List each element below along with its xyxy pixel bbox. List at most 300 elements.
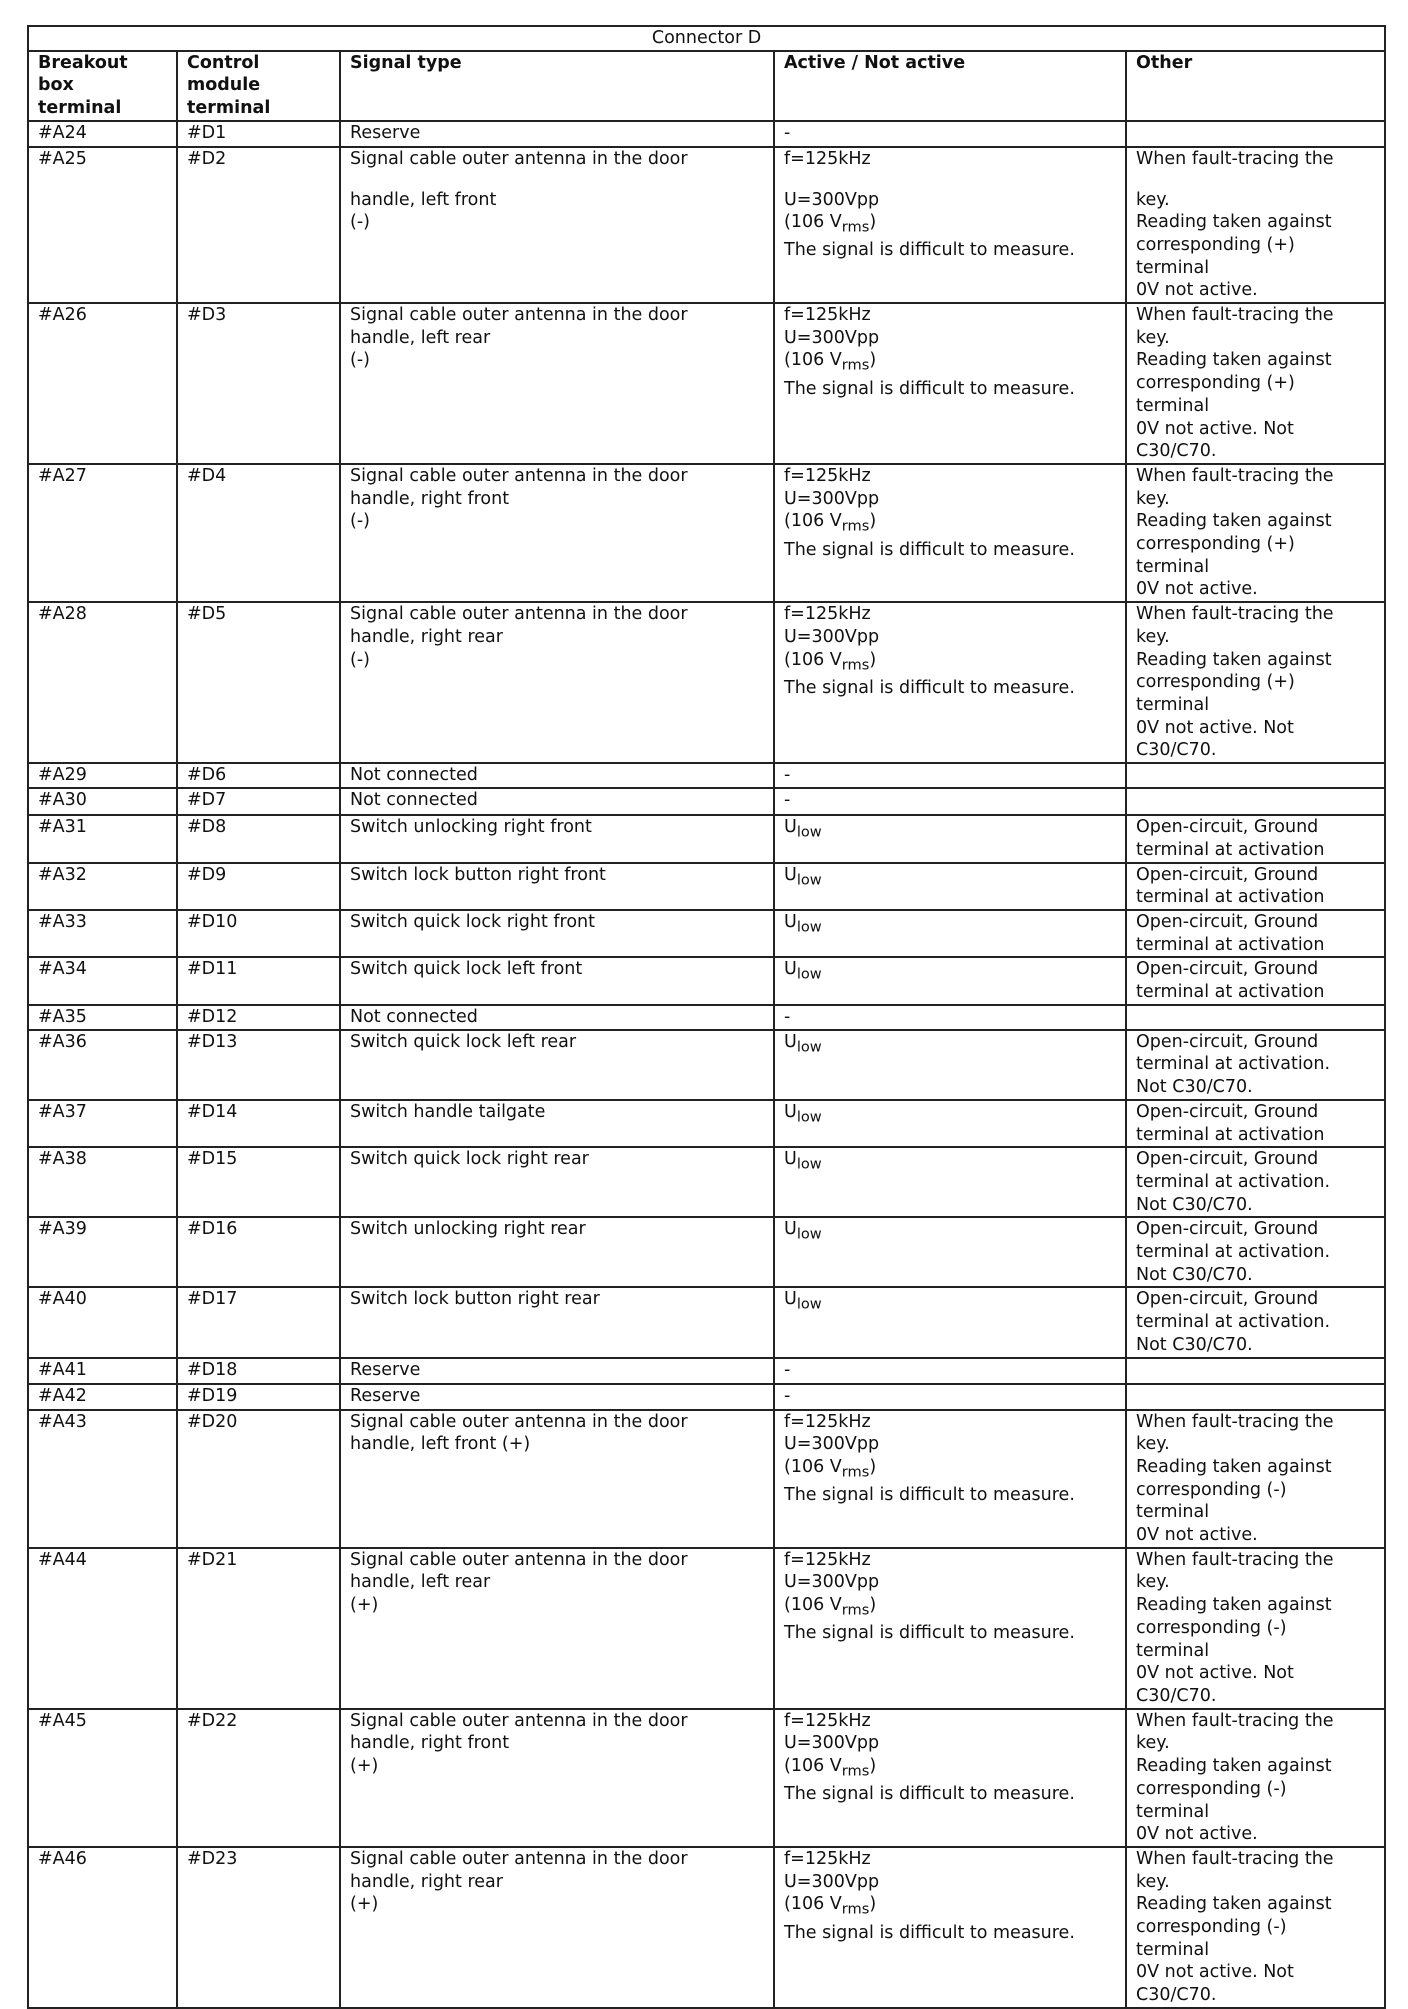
table-row bbox=[28, 147, 1385, 303]
signal-type-cell bbox=[340, 464, 774, 602]
cell-line: (106 $V_{rms}$) bbox=[784, 649, 877, 674]
breakout-terminal-cell bbox=[28, 763, 177, 788]
cell-line: terminal bbox=[1136, 556, 1210, 577]
breakout-terminal-cell bbox=[28, 1030, 177, 1100]
cell-line: $U_{low}$ bbox=[784, 1031, 822, 1056]
control-terminal-cell bbox=[177, 910, 340, 957]
breakout-terminal-cell bbox=[28, 1217, 177, 1287]
cell-line: $U_{low}$ bbox=[784, 864, 822, 888]
table-row bbox=[28, 1147, 1385, 1217]
cell-line: #A44 bbox=[38, 1549, 87, 1570]
cell-line: #D15 bbox=[187, 1149, 238, 1170]
cell-line: terminal bbox=[1136, 1801, 1210, 1822]
header-breakout-box-terminal bbox=[28, 51, 177, 121]
cell-line: Switch quick lock right front bbox=[350, 911, 595, 932]
cell-line: Reading taken against bbox=[1136, 1894, 1332, 1915]
cell-line: Reading taken against bbox=[1136, 350, 1332, 371]
cell-line: #D3 bbox=[187, 305, 227, 326]
active-cell bbox=[774, 957, 1126, 1004]
signal-type-cell bbox=[340, 121, 774, 147]
control-terminal-cell bbox=[177, 303, 340, 464]
cell-line: Switch handle tailgate bbox=[350, 1101, 546, 1122]
cell-line: f=125kHz bbox=[784, 1848, 871, 1869]
cell-line: corresponding (+) bbox=[1136, 534, 1295, 555]
header-active-not-active bbox=[774, 51, 1126, 121]
cell-line: f=125kHz bbox=[784, 148, 871, 169]
active-cell bbox=[774, 1100, 1126, 1147]
cell-line: #A45 bbox=[38, 1710, 87, 1731]
other-cell bbox=[1126, 1147, 1385, 1217]
cell-line: #D21 bbox=[187, 1549, 238, 1570]
cell-line: When fault-tracing the bbox=[1136, 1710, 1334, 1731]
cell-line: $U_{low}$ bbox=[784, 1149, 822, 1173]
cell-line: Signal cable outer antenna in the door bbox=[350, 148, 688, 169]
cell-line: #D11 bbox=[187, 959, 238, 980]
cell-line: #A38 bbox=[38, 1149, 87, 1170]
cell-line: 0V not active. bbox=[1136, 1824, 1258, 1845]
cell-line: $U_{low}$ bbox=[784, 1101, 822, 1126]
breakout-terminal-cell bbox=[28, 957, 177, 1004]
signal-type-cell bbox=[340, 1410, 774, 1548]
cell-line: Reading taken against bbox=[1136, 212, 1332, 233]
cell-line: U=300Vpp bbox=[784, 1572, 880, 1593]
other-cell bbox=[1126, 1287, 1385, 1357]
cell-line: #D10 bbox=[187, 911, 238, 932]
cell-line: U=300Vpp bbox=[784, 327, 880, 348]
table-row bbox=[28, 1548, 1385, 1709]
signal-type-cell bbox=[340, 303, 774, 464]
cell-line: handle, right rear bbox=[350, 626, 503, 647]
breakout-terminal-cell bbox=[28, 602, 177, 763]
signal-type-cell bbox=[340, 957, 774, 1004]
cell-line: The signal is difficult to measure. bbox=[784, 677, 1075, 698]
signal-type-cell bbox=[340, 1030, 774, 1100]
cell-line: (106 $V_{rms}$) bbox=[784, 1756, 877, 1780]
table-row bbox=[28, 1847, 1385, 2008]
cell-line: Not connected bbox=[350, 1006, 478, 1027]
other-cell bbox=[1126, 863, 1385, 910]
cell-line: Signal type bbox=[350, 52, 462, 73]
cell-line: #A24 bbox=[38, 122, 87, 143]
other-cell bbox=[1126, 1005, 1385, 1030]
control-terminal-cell bbox=[177, 1847, 340, 2008]
control-terminal-cell bbox=[177, 815, 340, 862]
cell-line: corresponding (+) bbox=[1136, 234, 1295, 255]
control-terminal-cell bbox=[177, 464, 340, 602]
cell-line: Open-circuit, Ground bbox=[1136, 817, 1319, 838]
cell-line: Signal cable outer antenna in the door bbox=[350, 465, 688, 486]
control-terminal-cell bbox=[177, 121, 340, 147]
control-terminal-cell bbox=[177, 1287, 340, 1357]
active-cell bbox=[774, 863, 1126, 910]
breakout-terminal-cell bbox=[28, 1548, 177, 1709]
cell-line: #D1 bbox=[187, 122, 227, 143]
cell-line: (-) bbox=[350, 212, 370, 233]
cell-line: Switch lock button right front bbox=[350, 864, 606, 885]
cell-line: - bbox=[784, 1006, 791, 1027]
cell-line: #A42 bbox=[38, 1385, 87, 1406]
cell-line: Breakout bbox=[38, 52, 128, 73]
cell-line: #A40 bbox=[38, 1289, 87, 1310]
cell-line: U=300Vpp bbox=[784, 488, 880, 509]
cell-line: Reserve bbox=[350, 1385, 421, 1406]
signal-type-cell bbox=[340, 1147, 774, 1217]
cell-line: terminal at activation bbox=[1136, 982, 1325, 1003]
control-terminal-cell bbox=[177, 1005, 340, 1030]
cell-line: When fault-tracing the bbox=[1136, 1848, 1334, 1869]
cell-line: terminal at activation bbox=[1136, 887, 1325, 908]
cell-line: f=125kHz bbox=[784, 1549, 871, 1570]
header-other bbox=[1126, 51, 1385, 121]
cell-line: U=300Vpp bbox=[784, 189, 880, 210]
cell-line: Switch unlocking right front bbox=[350, 817, 592, 838]
cell-line: Open-circuit, Ground bbox=[1136, 1289, 1319, 1310]
cell-line: Reading taken against bbox=[1136, 511, 1332, 532]
cell-line: 0V not active. bbox=[1136, 579, 1258, 600]
breakout-terminal-cell bbox=[28, 910, 177, 957]
cell-line: (106 $V_{rms}$) bbox=[784, 212, 877, 236]
cell-line: Open-circuit, Ground bbox=[1136, 864, 1319, 885]
other-cell bbox=[1126, 788, 1385, 815]
cell-line: corresponding (+) bbox=[1136, 672, 1295, 693]
cell-line: (106 $V_{rms}$) bbox=[784, 350, 877, 374]
cell-line: Reading taken against bbox=[1136, 1595, 1332, 1616]
cell-line: #D4 bbox=[187, 465, 227, 486]
active-cell bbox=[774, 464, 1126, 602]
cell-line: #A25 bbox=[38, 148, 87, 169]
cell-line: #A32 bbox=[38, 864, 87, 885]
breakout-terminal-cell bbox=[28, 303, 177, 464]
cell-line: Switch quick lock left rear bbox=[350, 1031, 577, 1052]
active-cell bbox=[774, 1384, 1126, 1410]
cell-line: #D2 bbox=[187, 148, 227, 169]
cell-line: Switch lock button right rear bbox=[350, 1289, 600, 1310]
cell-line: Switch unlocking right rear bbox=[350, 1219, 586, 1240]
cell-line: $U_{low}$ bbox=[784, 1289, 822, 1313]
cell-line: #A36 bbox=[38, 1031, 87, 1052]
cell-line: The signal is difficult to measure. bbox=[784, 240, 1075, 261]
cell-line: 0V not active. Not bbox=[1136, 717, 1294, 738]
cell-line: Signal cable outer antenna in the door bbox=[350, 1411, 688, 1432]
cell-line: handle, right front bbox=[350, 488, 510, 509]
cell-line: The signal is difficult to measure. bbox=[784, 539, 1075, 560]
cell-line: Not C30/C70. bbox=[1136, 1194, 1253, 1215]
cell-line: Signal cable outer antenna in the door bbox=[350, 1848, 688, 1869]
signal-type-cell bbox=[340, 763, 774, 788]
cell-line: Not C30/C70. bbox=[1136, 1077, 1253, 1098]
cell-line: #D19 bbox=[187, 1385, 238, 1406]
signal-type-cell bbox=[340, 910, 774, 957]
cell-line: C30/C70. bbox=[1136, 1985, 1217, 2006]
other-cell bbox=[1126, 147, 1385, 303]
cell-line: Signal cable outer antenna in the door bbox=[350, 604, 688, 625]
cell-line: #D14 bbox=[187, 1101, 238, 1122]
signal-type-cell bbox=[340, 147, 774, 303]
active-cell bbox=[774, 1847, 1126, 2008]
active-cell bbox=[774, 121, 1126, 147]
cell-line: #A34 bbox=[38, 959, 87, 980]
other-cell bbox=[1126, 910, 1385, 957]
cell-line: Not C30/C70. bbox=[1136, 1334, 1253, 1355]
active-cell bbox=[774, 1358, 1126, 1384]
cell-line: corresponding (+) bbox=[1136, 373, 1295, 394]
cell-line: $U_{low}$ bbox=[784, 911, 822, 936]
cell-line: terminal bbox=[1136, 1939, 1210, 1960]
table-title: Connector D bbox=[28, 26, 1385, 51]
other-cell bbox=[1126, 1100, 1385, 1147]
breakout-terminal-cell bbox=[28, 1147, 177, 1217]
table-row bbox=[28, 957, 1385, 1004]
cell-line: Reading taken against bbox=[1136, 1456, 1332, 1477]
table-row bbox=[28, 1217, 1385, 1287]
signal-type-cell bbox=[340, 863, 774, 910]
cell-line: terminal bbox=[1136, 694, 1210, 715]
cell-line: (106 $V_{rms}$) bbox=[784, 1894, 877, 1918]
cell-line: #D6 bbox=[187, 765, 227, 786]
cell-line: corresponding (-) bbox=[1136, 1617, 1287, 1638]
cell-line: #A31 bbox=[38, 817, 87, 838]
cell-line: (+) bbox=[350, 1894, 379, 1915]
active-cell bbox=[774, 763, 1126, 788]
header-control-module-terminal bbox=[177, 51, 340, 121]
cell-line: Reserve bbox=[350, 122, 421, 143]
control-terminal-cell bbox=[177, 1030, 340, 1100]
cell-line: - bbox=[784, 1359, 791, 1380]
cell-line: Open-circuit, Ground bbox=[1136, 1101, 1319, 1122]
table-row bbox=[28, 815, 1385, 862]
cell-line: C30/C70. bbox=[1136, 441, 1217, 462]
active-cell bbox=[774, 1147, 1126, 1217]
table-row bbox=[28, 1287, 1385, 1357]
cell-line: C30/C70. bbox=[1136, 1686, 1217, 1706]
cell-line: Signal cable outer antenna in the door bbox=[350, 1710, 688, 1731]
cell-line: Open-circuit, Ground bbox=[1136, 1219, 1319, 1240]
active-cell bbox=[774, 1217, 1126, 1287]
other-cell bbox=[1126, 1384, 1385, 1410]
cell-line: When fault-tracing the bbox=[1136, 305, 1334, 326]
cell-line: terminal bbox=[1136, 1640, 1210, 1661]
signal-type-cell bbox=[340, 1217, 774, 1287]
signal-type-cell bbox=[340, 1384, 774, 1410]
control-terminal-cell bbox=[177, 1410, 340, 1548]
cell-line: #D9 bbox=[187, 864, 227, 885]
table-row bbox=[28, 1709, 1385, 1847]
cell-line: (106 $V_{rms}$) bbox=[784, 1456, 877, 1481]
cell-line: Not connected bbox=[350, 790, 478, 811]
cell-line: When fault-tracing the bbox=[1136, 465, 1334, 486]
control-terminal-cell bbox=[177, 863, 340, 910]
active-cell bbox=[774, 1709, 1126, 1847]
active-cell bbox=[774, 303, 1126, 464]
cell-line: f=125kHz bbox=[784, 305, 871, 326]
table-row bbox=[28, 1005, 1385, 1030]
cell-line: Other bbox=[1136, 52, 1193, 73]
cell-line: 0V not active. Not bbox=[1136, 1663, 1294, 1684]
cell-line: #A27 bbox=[38, 465, 87, 486]
cell-line: #D5 bbox=[187, 604, 227, 625]
control-terminal-cell bbox=[177, 1147, 340, 1217]
cell-line: key. bbox=[1136, 1733, 1170, 1754]
control-terminal-cell bbox=[177, 1358, 340, 1384]
cell-line: U=300Vpp bbox=[784, 1871, 880, 1892]
cell-line: (-) bbox=[350, 649, 370, 670]
signal-type-cell bbox=[340, 1100, 774, 1147]
table-row bbox=[28, 1100, 1385, 1147]
cell-line: U=300Vpp bbox=[784, 1733, 880, 1754]
cell-line: terminal bbox=[187, 98, 271, 119]
cell-line: The signal is difficult to measure. bbox=[784, 1784, 1075, 1805]
cell-line: key. bbox=[1136, 626, 1170, 647]
cell-line: - bbox=[784, 122, 791, 143]
active-cell bbox=[774, 1287, 1126, 1357]
cell-line: #D18 bbox=[187, 1359, 238, 1380]
other-cell bbox=[1126, 1410, 1385, 1548]
cell-line: handle, left front (+) bbox=[350, 1434, 531, 1455]
breakout-terminal-cell bbox=[28, 1847, 177, 2008]
active-cell bbox=[774, 1548, 1126, 1709]
breakout-terminal-cell bbox=[28, 147, 177, 303]
cell-line: terminal at activation. bbox=[1136, 1054, 1331, 1075]
active-cell bbox=[774, 1410, 1126, 1548]
breakout-terminal-cell bbox=[28, 863, 177, 910]
other-cell bbox=[1126, 957, 1385, 1004]
cell-line: U=300Vpp bbox=[784, 1434, 880, 1455]
signal-type-cell bbox=[340, 1005, 774, 1030]
cell-line: module bbox=[187, 75, 261, 96]
cell-line: handle, right front bbox=[350, 1733, 510, 1754]
active-cell bbox=[774, 910, 1126, 957]
cell-line: Switch quick lock left front bbox=[350, 959, 583, 980]
other-cell bbox=[1126, 121, 1385, 147]
signal-type-cell bbox=[340, 1358, 774, 1384]
other-cell bbox=[1126, 1709, 1385, 1847]
cell-line: Not C30/C70. bbox=[1136, 1264, 1253, 1285]
cell-line: handle, right rear bbox=[350, 1871, 503, 1892]
cell-line: #D17 bbox=[187, 1289, 238, 1310]
signal-type-cell bbox=[340, 1709, 774, 1847]
control-terminal-cell bbox=[177, 1384, 340, 1410]
signal-type-cell bbox=[340, 1287, 774, 1357]
cell-line: U=300Vpp bbox=[784, 626, 880, 647]
cell-line: terminal at activation bbox=[1136, 839, 1325, 860]
cell-line: The signal is difficult to measure. bbox=[784, 378, 1075, 399]
title-row bbox=[28, 26, 1385, 51]
cell-line: handle, left front bbox=[350, 189, 497, 210]
cell-line: #D16 bbox=[187, 1219, 238, 1240]
active-cell bbox=[774, 602, 1126, 763]
cell-line: #A41 bbox=[38, 1359, 87, 1380]
cell-line: f=125kHz bbox=[784, 604, 871, 625]
signal-type-cell bbox=[340, 815, 774, 862]
cell-line: Active / Not active bbox=[784, 52, 966, 73]
other-cell bbox=[1126, 1548, 1385, 1709]
cell-line: (106 $V_{rms}$) bbox=[784, 511, 877, 535]
cell-line: #A30 bbox=[38, 790, 87, 811]
other-cell bbox=[1126, 1358, 1385, 1384]
cell-line: key. bbox=[1136, 189, 1170, 210]
control-terminal-cell bbox=[177, 1100, 340, 1147]
cell-line: When fault-tracing the bbox=[1136, 1549, 1334, 1570]
cell-line: #A37 bbox=[38, 1101, 87, 1122]
other-cell bbox=[1126, 1030, 1385, 1100]
cell-line: terminal at activation. bbox=[1136, 1242, 1331, 1263]
cell-line: (-) bbox=[350, 511, 370, 532]
cell-line: The signal is difficult to measure. bbox=[784, 1623, 1075, 1644]
breakout-terminal-cell bbox=[28, 1410, 177, 1548]
cell-line: The signal is difficult to measure. bbox=[784, 1485, 1075, 1506]
cell-line: Signal cable outer antenna in the door bbox=[350, 1549, 688, 1570]
table-row bbox=[28, 1410, 1385, 1548]
table-row bbox=[28, 863, 1385, 910]
table-row bbox=[28, 602, 1385, 763]
cell-line: When fault-tracing the bbox=[1136, 148, 1334, 169]
cell-line: (-) bbox=[350, 350, 370, 371]
other-cell bbox=[1126, 1217, 1385, 1287]
cell-line: Signal cable outer antenna in the door bbox=[350, 305, 688, 326]
cell-line: #A29 bbox=[38, 765, 87, 786]
breakout-terminal-cell bbox=[28, 121, 177, 147]
other-cell bbox=[1126, 464, 1385, 602]
cell-line: 0V not active. bbox=[1136, 280, 1258, 301]
cell-line: $U_{low}$ bbox=[784, 1219, 822, 1243]
cell-line: handle, left rear bbox=[350, 327, 491, 348]
breakout-terminal-cell bbox=[28, 1358, 177, 1384]
cell-line: #D23 bbox=[187, 1848, 238, 1869]
other-cell bbox=[1126, 303, 1385, 464]
signal-type-cell bbox=[340, 788, 774, 815]
cell-line: terminal at activation. bbox=[1136, 1171, 1331, 1192]
cell-line: 0V not active. Not bbox=[1136, 1962, 1294, 1983]
control-terminal-cell bbox=[177, 763, 340, 788]
other-cell bbox=[1126, 815, 1385, 862]
cell-line: Open-circuit, Ground bbox=[1136, 959, 1319, 980]
control-terminal-cell bbox=[177, 957, 340, 1004]
cell-line: - bbox=[784, 1385, 791, 1406]
active-cell bbox=[774, 815, 1126, 862]
cell-line: key. bbox=[1136, 1871, 1170, 1892]
cell-line: (+) bbox=[350, 1756, 379, 1777]
other-cell bbox=[1126, 602, 1385, 763]
signal-type-cell bbox=[340, 1847, 774, 2008]
cell-line: terminal at activation bbox=[1136, 934, 1325, 955]
table-row bbox=[28, 1030, 1385, 1100]
table-row bbox=[28, 763, 1385, 788]
table-row bbox=[28, 1358, 1385, 1384]
cell-line: corresponding (-) bbox=[1136, 1479, 1287, 1500]
active-cell bbox=[774, 147, 1126, 303]
control-terminal-cell bbox=[177, 1548, 340, 1709]
table-row bbox=[28, 121, 1385, 147]
control-terminal-cell bbox=[177, 1217, 340, 1287]
cell-line: #A28 bbox=[38, 604, 87, 625]
cell-line: key. bbox=[1136, 1434, 1170, 1455]
cell-line: - bbox=[784, 765, 791, 786]
cell-line: handle, left rear bbox=[350, 1572, 491, 1593]
cell-line: f=125kHz bbox=[784, 1710, 871, 1731]
active-cell bbox=[774, 1030, 1126, 1100]
control-terminal-cell bbox=[177, 147, 340, 303]
cell-line: #A39 bbox=[38, 1219, 87, 1240]
cell-line: Not connected bbox=[350, 765, 478, 786]
breakout-terminal-cell bbox=[28, 815, 177, 862]
breakout-terminal-cell bbox=[28, 788, 177, 815]
cell-line: terminal at activation bbox=[1136, 1124, 1325, 1145]
breakout-terminal-cell bbox=[28, 464, 177, 602]
cell-line: #D20 bbox=[187, 1411, 238, 1432]
cell-line: Open-circuit, Ground bbox=[1136, 911, 1319, 932]
cell-line: $U_{low}$ bbox=[784, 959, 822, 983]
cell-line: #D7 bbox=[187, 790, 227, 811]
